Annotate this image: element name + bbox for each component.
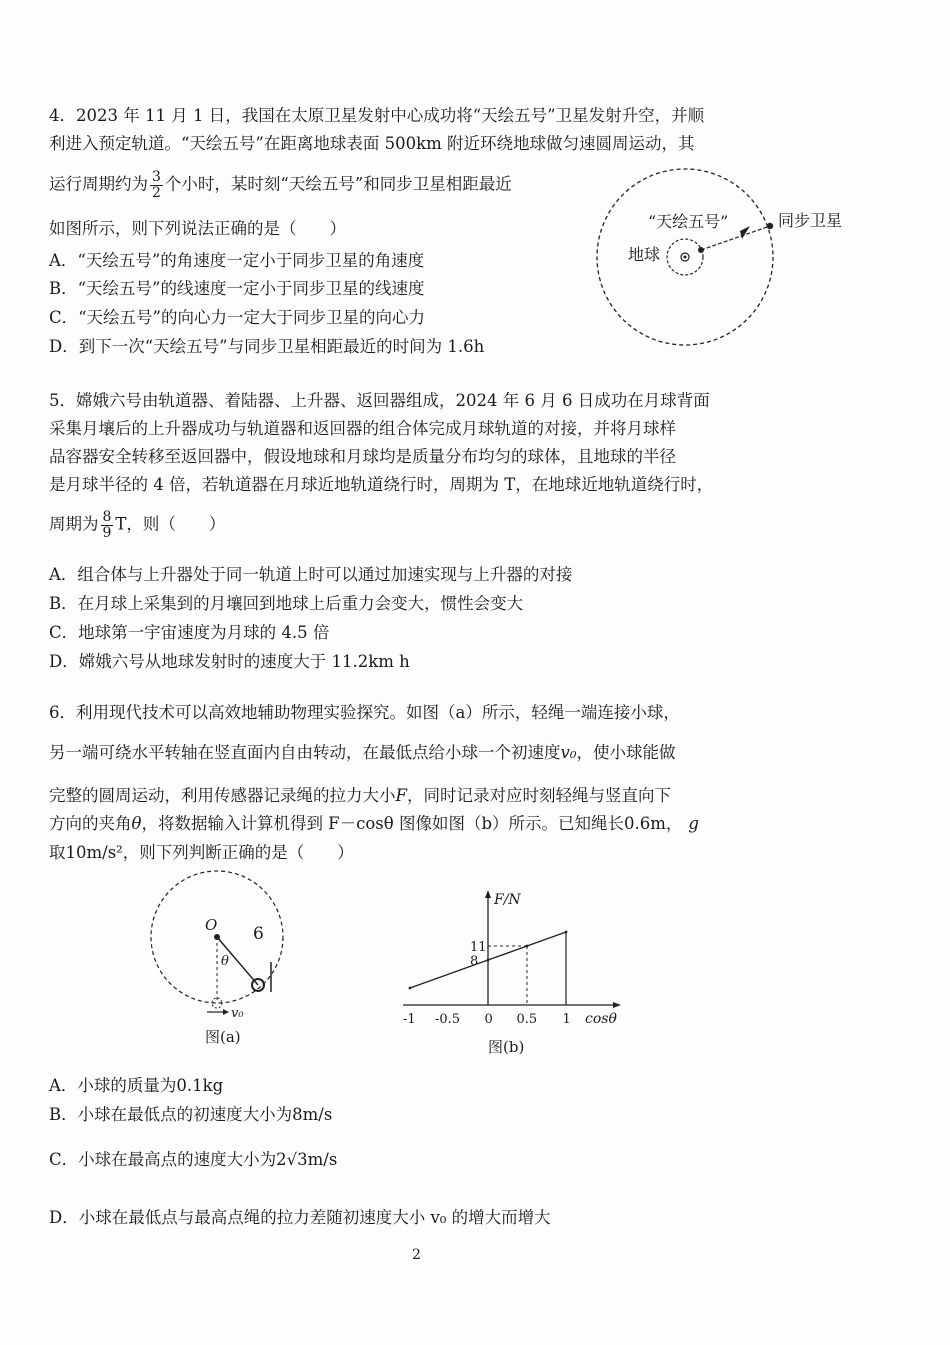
q6-option-a: A．小球的质量为0.1kg: [49, 1076, 224, 1095]
q5-line-5-post: T，则（ ）: [115, 514, 226, 534]
q5-line-1: 5．嫦娥六号由轨道器、着陆器、上升器、返回器组成，2024 年 6 月 6 日成功在月球背面: [49, 391, 710, 410]
x-tick-label: 0.5: [516, 1012, 538, 1027]
data-point: [565, 931, 568, 934]
y-tick-label: 8: [470, 954, 479, 969]
fraction-denominator: 2: [152, 184, 161, 201]
q6-line-3: [49, 786, 671, 806]
q6-line-5: 取10m/s²，则下列判断正确的是（ ）: [49, 843, 354, 862]
chart-title: 图(b): [488, 1038, 525, 1056]
q4-line-3-pre: 运行周期约为: [49, 174, 148, 194]
fig-a-caption: 图(a): [205, 1028, 241, 1046]
q4-option-c: C．“天绘五号”的向心力一定大于同步卫星的向心力: [49, 308, 425, 327]
q6-figure-a: [145, 865, 295, 1055]
q4-option-d: D．到下一次“天绘五号”与同步卫星相距最近的时间为 1.6h: [49, 337, 485, 356]
fraction-denominator: 9: [102, 524, 112, 541]
q4-line-3-post: 个小时，某时刻“天绘五号”和同步卫星相距最近: [164, 174, 512, 194]
q5-option-d: D．嫦娥六号从地球发射时的速度大于 11.2km h: [49, 652, 410, 671]
q5-line-3: 品容器安全转移至返回器中，假设地球和月球均是质量分布均匀的球体，且地球的半径: [49, 447, 676, 466]
x-tick-label: -0.5: [435, 1012, 461, 1027]
label-tianhui: “天绘五号”: [648, 212, 729, 231]
data-point: [526, 945, 529, 948]
q6-line-2-post: ，使小球能做: [576, 743, 676, 762]
q4-line-4: 如图所示，则下列说法正确的是（ ）: [49, 219, 346, 238]
q4-line-3: [49, 170, 512, 200]
fraction-numerator: 8: [102, 509, 112, 525]
q6-option-c: C．小球在最高点的速度大小为2√3m/s: [49, 1150, 338, 1169]
label-v0: v₀: [231, 1006, 244, 1021]
label-earth: 地球: [628, 245, 661, 264]
mark-6: 6: [253, 924, 264, 944]
data-point: [487, 959, 490, 962]
q5-line-5: [49, 510, 225, 540]
arrow-icon: [223, 1009, 229, 1015]
q5-option-a: A．组合体与上升器处于同一轨道上时可以通过加速实现与上升器的对接: [49, 565, 573, 584]
label-o: O: [205, 916, 218, 934]
q4-period-fraction: [150, 170, 163, 200]
q6-option-d: D．小球在最低点与最高点绳的拉力差随初速度大小 v₀ 的增大而增大: [49, 1208, 551, 1227]
data-point: [409, 987, 412, 990]
fraction-numerator: 3: [152, 169, 161, 185]
y-axis-arrow-icon: [485, 890, 491, 898]
arrow-icon: [740, 226, 750, 239]
label-sync-satellite: 同步卫星: [778, 211, 843, 230]
q4-line-2: 利进入预定轨道。“天绘五号”在距离地球表面 500km 附近环绕地球做匀速圆周运动，其: [49, 134, 695, 153]
q6-line-4-pre: 方向的夹角: [49, 814, 132, 833]
q6-line-3-post: ，同时记录对应时刻轻绳与竖直向下: [406, 786, 671, 805]
q6-line-1: 6．利用现代技术可以高效地辅助物理实验探究。如图（a）所示，轻绳一端连接小球，: [49, 703, 680, 722]
theta-symbol: θ: [131, 814, 142, 833]
y-axis-label: F/N: [494, 892, 521, 908]
earth-center: [684, 256, 687, 259]
x-axis-arrow-icon: [613, 1002, 621, 1008]
label-theta: θ: [221, 954, 229, 969]
g-symbol: g: [688, 814, 699, 833]
x-tick-label: -1: [403, 1012, 416, 1027]
q6-line-3-pre: 完整的圆周运动，利用传感器记录绳的拉力大小: [49, 786, 396, 805]
x-tick-label: 1: [562, 1012, 571, 1027]
q6-option-b: B．小球在最低点的初速度大小为8m/s: [49, 1105, 333, 1124]
q6-line-4-post: ，将数据输入计算机得到 F－cosθ 图像如图（b）所示。已知绳长0.6m，: [141, 814, 683, 833]
x-axis-label: cosθ: [585, 1011, 617, 1027]
q6-line-2-pre: 另一端可绕水平转轴在竖直面内自由转动，在最低点给小球一个初速度: [49, 743, 561, 762]
q6-line-2: [49, 743, 675, 763]
q4-line-1: 4．2023 年 11 月 1 日，我国在太原卫星发射中心成功将“天绘五号”卫星发射升空，并顺: [49, 106, 705, 125]
q5-option-c: C．地球第一宇宙速度为月球的 4.5 倍: [49, 623, 330, 642]
q5-line-2: 采集月壤后的上升器成功与轨道器和返回器的组合体完成月球轨道的对接，并将月球样: [49, 419, 676, 438]
q4-orbit-figure: [590, 168, 860, 358]
sync-satellite: [767, 223, 773, 229]
q5-period-fraction: [101, 510, 114, 540]
page-number: 2: [412, 1247, 421, 1263]
q5-option-b: B．在月球上采集到的月壤回到地球上后重力会变大，惯性会变大: [49, 594, 524, 613]
q6-figure-b-chart: [385, 880, 635, 1060]
q4-option-a: A．“天绘五号”的角速度一定小于同步卫星的角速度: [49, 251, 425, 270]
q6-line-4: [49, 814, 699, 834]
q5-line-4: 是月球半径的 4 倍，若轨道器在月球近地轨道绕行时，周期为 T，在地球近地轨道绕行时，: [49, 475, 714, 494]
y-tick-label: 11: [470, 940, 487, 955]
v0-symbol: v₀: [560, 743, 577, 762]
f-symbol: F: [395, 786, 407, 805]
q4-option-b: B．“天绘五号”的线速度一定小于同步卫星的线速度: [49, 279, 425, 298]
q5-line-5-pre: 周期为: [49, 514, 99, 534]
x-tick-label: 0: [484, 1012, 493, 1027]
